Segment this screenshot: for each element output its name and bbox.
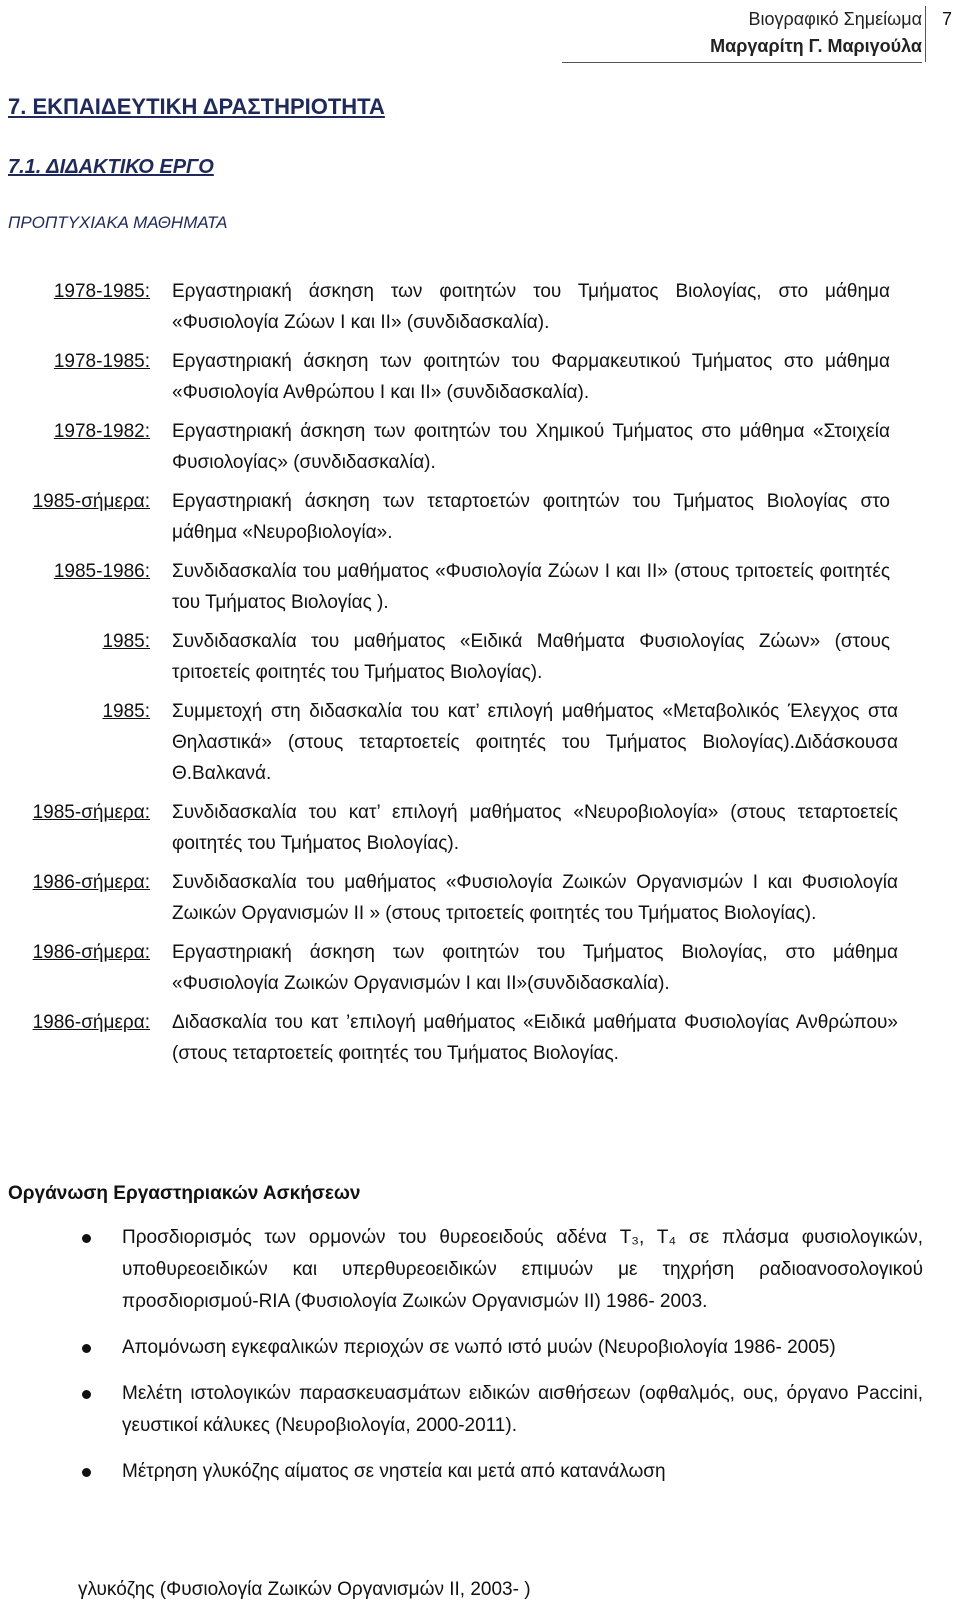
entry-text: Συνδιδασκαλία του μαθήματος «Φυσιολογία Ζωικών Οργανισμών Ι και Φυσιολογία Ζωικών Οργανισμών ΙΙ » (στους τριτοετείς φοιτητές του Τμήματος Βιολογίας). xyxy=(172,872,898,924)
category-title: ΠΡΟΠΤΥΧΙΑΚΑ ΜΑΘΗΜΑΤΑ xyxy=(8,213,228,232)
entry-date: 1986-σήμερα: xyxy=(32,942,150,963)
entry-text: Διδασκαλία του κατ ’επιλογή μαθήματος «Ειδικά μαθήματα Φυσιολογίας Ανθρώπου» (στους τεταρτοετείς φοιτητές του Τμήματος Βιολογίας. xyxy=(172,1012,898,1064)
list-item: Προσδιορισμός των ορμονών του θυρεοειδούς αδένα T₃, T₄ σε πλάσμα φυσιολογικών, υποθυρεοειδικών και υπερθυρεοειδικών επιμυών με τηχρήση ραδιοανοσολογικού προσδιορισμού-RIA (Φυσιολογία Ζωικών Οργανισμών ΙΙ) 1986- 2003. xyxy=(78,1222,923,1318)
header-text xyxy=(562,6,922,63)
entry-text: Εργαστηριακή άσκηση των φοιτητών του Τμήματος Βιολογίας, στο μάθημα «Φυσιολογία Ζώων Ι και ΙΙ» (συνδιδασκαλία). xyxy=(172,281,890,333)
entry xyxy=(0,556,960,618)
list-item: Μέτρηση γλυκόζης αίματος σε νηστεία και μετά από κατανάλωση xyxy=(78,1456,923,1488)
entry-date: 1985-1986: xyxy=(53,561,150,582)
page-number: 7 xyxy=(925,6,952,62)
entry-text: Εργαστηριακή άσκηση των τεταρτοετών φοιτητών του Τμήματος Βιολογίας στο μάθημα «Νευροβιολογία». xyxy=(172,491,890,543)
entry-date: 1985-σήμερα: xyxy=(32,491,150,512)
entry-text: Συμμετοχή στη διδασκαλία του κατ’ επιλογή μαθήματος «Μεταβολικός Έλεγχος στα Θηλαστικά» (στους τεταρτοετείς φοιτητές του Τμήματος Βιολογίας).Διδάσκουσα Θ.Βαλκανά. xyxy=(172,701,898,784)
entry-date: 1985: xyxy=(102,631,150,652)
entry xyxy=(0,276,960,338)
list-item: Μελέτη ιστολογικών παρασκευασμάτων ειδικών αισθήσεων (οφθαλμός, ους, όργανο Paccini, γευστικοί κάλυκες (Νευροβιολογία, 2000-2011). xyxy=(78,1378,923,1442)
entry-date: 1985: xyxy=(102,701,150,722)
section-title: 7. ΕΚΠΑΙΔΕΥΤΙΚΗ ΔΡΑΣΤΗΡΙΟΤΗΤΑ xyxy=(8,94,385,119)
bullet-continuation: γλυκόζης (Φυσιολογία Ζωικών Οργανισμών ΙΙ, 2003- ) xyxy=(78,1579,531,1600)
entry-text: Εργαστηριακή άσκηση των φοιτητών του Τμήματος Βιολογίας, στο μάθημα «Φυσιολογία Ζωικών Οργανισμών Ι και ΙΙ»(συνδιδασκαλία). xyxy=(172,942,898,994)
entry xyxy=(0,416,960,478)
entry-date: 1978-1982: xyxy=(53,421,150,442)
entry xyxy=(0,867,960,929)
entry-date: 1978-1985: xyxy=(53,351,150,372)
entry-text: Συνδιδασκαλία του μαθήματος «Ειδικά Μαθήματα Φυσιολογίας Ζώων» (στους τριτοετείς φοιτητές του Τμήματος Βιολογίας). xyxy=(172,631,890,683)
entry-text: Συνδιδασκαλία του μαθήματος «Φυσιολογία Ζώων Ι και ΙΙ» (στους τριτοετείς φοιτητές του Τμήματος Βιολογίας ). xyxy=(172,561,890,613)
entry xyxy=(0,486,960,548)
entry-date: 1986-σήμερα: xyxy=(32,872,150,893)
entry xyxy=(0,346,960,408)
entry-date: 1978-1985: xyxy=(53,281,150,302)
subsection-title: 7.1. ΔΙΔΑΚΤΙΚΟ ΕΡΓΟ xyxy=(8,156,214,178)
entry-text: Εργαστηριακή άσκηση των φοιτητών του Φαρμακευτικού Τμήματος στο μάθημα «Φυσιολογία Ανθρώπου Ι και ΙΙ» (συνδιδασκαλία). xyxy=(172,351,890,403)
list-item: Απομόνωση εγκεφαλικών περιοχών σε νωπό ιστό μυών (Νευροβιολογία 1986- 2005) xyxy=(78,1332,923,1364)
page-header xyxy=(0,0,960,66)
organization-title: Οργάνωση Εργαστηριακών Ασκήσεων xyxy=(8,1183,361,1204)
entry-date: 1986-σήμερα: xyxy=(32,1012,150,1033)
header-author: Μαργαρίτη Γ. Μαριγούλα xyxy=(710,36,922,56)
lab-bullet-list xyxy=(78,1222,923,1502)
entry-text: Εργαστηριακή άσκηση των φοιτητών του Χημικού Τμήματος στο μάθημα «Στοιχεία Φυσιολογίας» (συνδιδασκαλία). xyxy=(172,421,890,473)
entry xyxy=(0,937,960,999)
entry xyxy=(0,626,960,688)
entry-date: 1985-σήμερα: xyxy=(32,802,150,823)
header-doc-type: Βιογραφικό Σημείωμα xyxy=(748,9,922,29)
entry xyxy=(0,696,960,789)
entry xyxy=(0,1007,960,1069)
entry-text: Συνδιδασκαλία του κατ’ επιλογή μαθήματος «Νευροβιολογία» (στους τεταρτοετείς φοιτητές του Τμήματος Βιολογίας). xyxy=(172,802,898,854)
entry xyxy=(0,797,960,859)
teaching-entries xyxy=(0,276,960,1077)
